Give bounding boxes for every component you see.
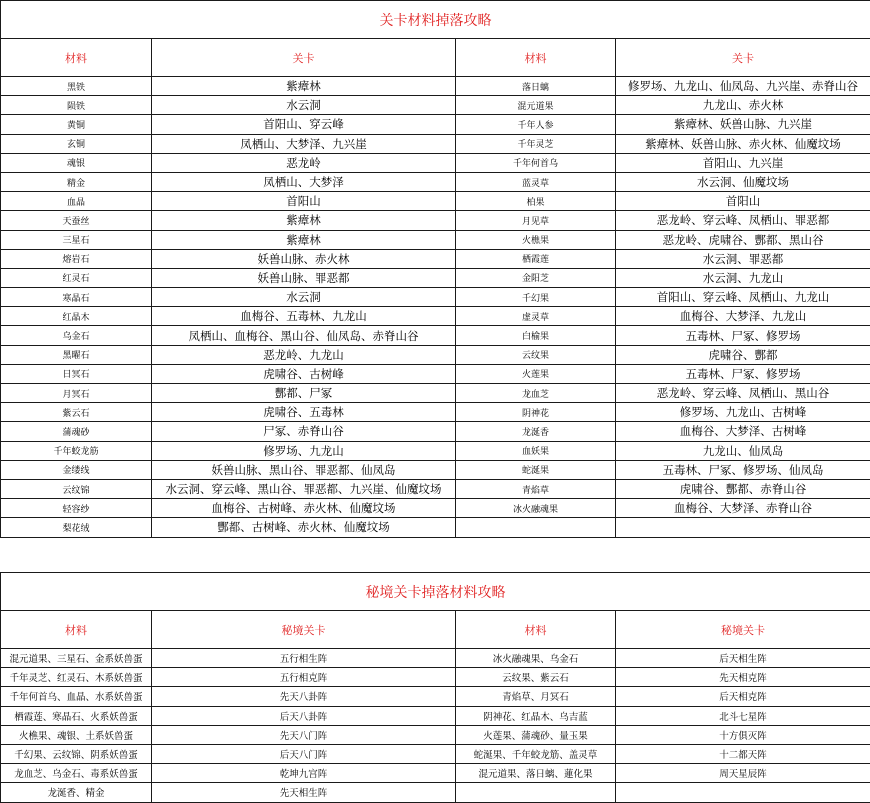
material-cell: 三星石 bbox=[1, 230, 152, 249]
material-cell: 轻容纱 bbox=[1, 499, 152, 518]
material-cell: 千年何首乌 bbox=[456, 153, 616, 172]
level-cell: 妖兽山脉、赤火林 bbox=[152, 249, 456, 268]
material-cell: 龙涎香、精金 bbox=[1, 783, 152, 802]
level-cell: 水云洞、仙魔坟场 bbox=[616, 172, 870, 191]
table-row bbox=[1, 460, 870, 479]
material-cell: 千年蛟龙筋 bbox=[1, 441, 152, 460]
level-cell: 五行相生阵 bbox=[152, 649, 456, 668]
material-cell: 紫云石 bbox=[1, 403, 152, 422]
material-cell: 冰火融魂果、乌金石 bbox=[456, 649, 616, 668]
level-cell: 恶龙岭、穿云峰、凤栖山、黑山谷 bbox=[616, 384, 870, 403]
level-cell: 虎啸谷、酆都 bbox=[616, 345, 870, 364]
level-cell: 十二都天阵 bbox=[616, 744, 870, 763]
material-cell: 火樵果、魂银、土系妖兽蛋 bbox=[1, 725, 152, 744]
secret-realm-section bbox=[0, 572, 870, 803]
level-cell: 水云洞、穿云峰、黑山谷、罪恶都、九兴崖、仙魔坟场 bbox=[152, 479, 456, 498]
level-cell: 五毒林、尸冢、修罗场 bbox=[616, 326, 870, 345]
level-cell: 首阳山 bbox=[152, 192, 456, 211]
level-cell: 血梅谷、古树峰、赤火林、仙魔坟场 bbox=[152, 499, 456, 518]
level-cell: 首阳山、九兴崖 bbox=[616, 153, 870, 172]
header-row bbox=[1, 39, 870, 77]
level-cell: 虎啸谷、古树峰 bbox=[152, 364, 456, 383]
level-cell: 凤栖山、血梅谷、黑山谷、仙凤岛、赤脊山谷 bbox=[152, 326, 456, 345]
level-cell: 妖兽山脉、黑山谷、罪恶都、仙凤岛 bbox=[152, 460, 456, 479]
material-cell: 天蚕丝 bbox=[1, 211, 152, 230]
material-cell: 落日螭 bbox=[456, 77, 616, 96]
table-row bbox=[1, 268, 870, 287]
material-cell: 蛇涎果、千年蛟龙筋、盖灵草 bbox=[456, 744, 616, 763]
table-row bbox=[1, 649, 870, 668]
level-cell: 水云洞、罪恶都 bbox=[616, 249, 870, 268]
table-row bbox=[1, 192, 870, 211]
level-cell: 修罗场、九龙山、仙凤岛、九兴崖、赤脊山谷 bbox=[616, 77, 870, 96]
material-cell: 云纹果 bbox=[456, 345, 616, 364]
table-row bbox=[1, 230, 870, 249]
level-cell: 后天八门阵 bbox=[152, 744, 456, 763]
material-cell: 火莲果 bbox=[456, 364, 616, 383]
level-cell: 尸冢、赤脊山谷 bbox=[152, 422, 456, 441]
material-cell: 千年灵芝、红灵石、木系妖兽蛋 bbox=[1, 668, 152, 687]
material-cell: 青焰草 bbox=[456, 479, 616, 498]
level-cell: 水云洞 bbox=[152, 288, 456, 307]
level-cell: 虎啸谷、五毒林 bbox=[152, 403, 456, 422]
table-row bbox=[1, 345, 870, 364]
material-cell: 月冥石 bbox=[1, 384, 152, 403]
level-cell: 虎啸谷、酆都、赤脊山谷 bbox=[616, 479, 870, 498]
level-cell: 血梅谷、大梦泽、赤脊山谷 bbox=[616, 499, 870, 518]
level-cell: 周天星辰阵 bbox=[616, 764, 870, 783]
level-cell: 先天八卦阵 bbox=[152, 687, 456, 706]
material-cell: 火莲果、蒲魂砂、量玉果 bbox=[456, 725, 616, 744]
level-cell: 恶龙岭、穿云峰、凤栖山、罪恶都 bbox=[616, 211, 870, 230]
table-row bbox=[1, 384, 870, 403]
level-cell: 紫瘴林、妖兽山脉、九兴崖 bbox=[616, 115, 870, 134]
material-cell: 龙涎香 bbox=[456, 422, 616, 441]
material-cell: 日冥石 bbox=[1, 364, 152, 383]
level-cell: 后天相克阵 bbox=[616, 687, 870, 706]
material-cell: 梨花绒 bbox=[1, 518, 152, 537]
level-cell: 恶龙岭、虎啸谷、酆都、黑山谷 bbox=[616, 230, 870, 249]
material-cell: 寒晶石 bbox=[1, 288, 152, 307]
material-cell: 栖霞莲、寒晶石、火系妖兽蛋 bbox=[1, 706, 152, 725]
level-cell bbox=[616, 783, 870, 802]
material-cell bbox=[456, 518, 616, 537]
table-row bbox=[1, 307, 870, 326]
table-row bbox=[1, 725, 870, 744]
material-cell: 火樵果 bbox=[456, 230, 616, 249]
level-cell: 妖兽山脉、罪恶都 bbox=[152, 268, 456, 287]
level-cell: 紫瘴林 bbox=[152, 230, 456, 249]
material-cell: 蒲魂砂 bbox=[1, 422, 152, 441]
material-cell: 云纹果、紫云石 bbox=[456, 668, 616, 687]
table-title: 秘境关卡掉落材料攻略 bbox=[1, 573, 870, 611]
material-cell: 黑铁 bbox=[1, 77, 152, 96]
header-row bbox=[1, 611, 870, 649]
level-cell: 恶龙岭、九龙山 bbox=[152, 345, 456, 364]
material-cell: 柏果 bbox=[456, 192, 616, 211]
table-row bbox=[1, 687, 870, 706]
table-row bbox=[1, 403, 870, 422]
level-cell: 先天相生阵 bbox=[152, 783, 456, 802]
level-cell: 九龙山、仙凤岛 bbox=[616, 441, 870, 460]
material-cell: 千年何首乌、血晶、水系妖兽蛋 bbox=[1, 687, 152, 706]
level-cell: 血梅谷、大梦泽、九龙山 bbox=[616, 307, 870, 326]
material-cell: 白榆果 bbox=[456, 326, 616, 345]
level-cell: 首阳山 bbox=[616, 192, 870, 211]
level-cell: 十方俱灭阵 bbox=[616, 725, 870, 744]
level-cell: 先天八门阵 bbox=[152, 725, 456, 744]
material-cell: 阴神花 bbox=[456, 403, 616, 422]
material-cell: 玄铜 bbox=[1, 134, 152, 153]
header-material: 材料 bbox=[456, 39, 616, 77]
level-cell: 后天相生阵 bbox=[616, 649, 870, 668]
level-cell: 后天八卦阵 bbox=[152, 706, 456, 725]
table-row bbox=[1, 422, 870, 441]
header-level: 关卡 bbox=[616, 39, 870, 77]
title-row bbox=[1, 1, 870, 39]
title-row bbox=[1, 573, 870, 611]
level-cell: 酆都、尸冢 bbox=[152, 384, 456, 403]
level-cell: 凤栖山、大梦泽 bbox=[152, 172, 456, 191]
material-cell: 冰火融魂果 bbox=[456, 499, 616, 518]
material-cell: 魂银 bbox=[1, 153, 152, 172]
level-cell: 首阳山、穿云峰、凤栖山、九龙山 bbox=[616, 288, 870, 307]
material-cell: 月见草 bbox=[456, 211, 616, 230]
material-cell: 乌金石 bbox=[1, 326, 152, 345]
table-row bbox=[1, 744, 870, 763]
level-cell: 首阳山、穿云峰 bbox=[152, 115, 456, 134]
table-row bbox=[1, 441, 870, 460]
table-row bbox=[1, 288, 870, 307]
material-cell bbox=[456, 783, 616, 802]
level-cell: 先天相克阵 bbox=[616, 668, 870, 687]
level-cell: 五行相克阵 bbox=[152, 668, 456, 687]
header-level: 关卡 bbox=[152, 39, 456, 77]
level-cell: 紫瘴林 bbox=[152, 211, 456, 230]
table-row bbox=[1, 499, 870, 518]
material-cell: 千年灵芝 bbox=[456, 134, 616, 153]
table-row bbox=[1, 249, 870, 268]
header-realm-level: 秘境关卡 bbox=[152, 611, 456, 649]
table-title: 关卡材料掉落攻略 bbox=[1, 1, 870, 39]
level-cell: 紫瘴林、妖兽山脉、赤火林、仙魔坟场 bbox=[616, 134, 870, 153]
material-cell: 千幻果、云纹锦、阴系妖兽蛋 bbox=[1, 744, 152, 763]
material-cell: 陨铁 bbox=[1, 96, 152, 115]
material-cell: 熔岩石 bbox=[1, 249, 152, 268]
material-cell: 金缕线 bbox=[1, 460, 152, 479]
material-cell: 千幻果 bbox=[456, 288, 616, 307]
header-material: 材料 bbox=[1, 39, 152, 77]
header-realm-level: 秘境关卡 bbox=[616, 611, 870, 649]
material-cell: 虚灵草 bbox=[456, 307, 616, 326]
material-cell: 蓝灵草 bbox=[456, 172, 616, 191]
level-cell: 水云洞、九龙山 bbox=[616, 268, 870, 287]
level-cell: 九龙山、赤火林 bbox=[616, 96, 870, 115]
table-row bbox=[1, 783, 870, 802]
level-cell: 凤栖山、大梦泽、九兴崖 bbox=[152, 134, 456, 153]
material-cell: 金阳芝 bbox=[456, 268, 616, 287]
table-row bbox=[1, 115, 870, 134]
table-row bbox=[1, 479, 870, 498]
level-cell: 酆都、古树峰、赤火林、仙魔坟场 bbox=[152, 518, 456, 537]
level-cell: 修罗场、九龙山 bbox=[152, 441, 456, 460]
material-cell: 蛇涎果 bbox=[456, 460, 616, 479]
level-cell: 五毒林、尸冢、修罗场、仙凤岛 bbox=[616, 460, 870, 479]
table-row bbox=[1, 764, 870, 783]
table-row bbox=[1, 134, 870, 153]
material-cell: 龙血芝 bbox=[456, 384, 616, 403]
table-row bbox=[1, 172, 870, 191]
material-cell: 混元道果 bbox=[456, 96, 616, 115]
material-cell: 黄铜 bbox=[1, 115, 152, 134]
table-row bbox=[1, 326, 870, 345]
header-material: 材料 bbox=[1, 611, 152, 649]
level-cell bbox=[616, 518, 870, 537]
material-cell: 栖霞莲 bbox=[456, 249, 616, 268]
level-cell: 血梅谷、五毒林、九龙山 bbox=[152, 307, 456, 326]
level-cell: 水云洞 bbox=[152, 96, 456, 115]
level-cell: 血梅谷、大梦泽、古树峰 bbox=[616, 422, 870, 441]
table-row bbox=[1, 364, 870, 383]
material-cell: 混元道果、落日螭、蓮化果 bbox=[456, 764, 616, 783]
level-cell: 乾坤九宫阵 bbox=[152, 764, 456, 783]
table-row bbox=[1, 77, 870, 96]
table-row bbox=[1, 518, 870, 537]
level-cell: 五毒林、尸冢、修罗场 bbox=[616, 364, 870, 383]
material-cell: 精金 bbox=[1, 172, 152, 191]
material-cell: 血妖果 bbox=[456, 441, 616, 460]
table-row bbox=[1, 706, 870, 725]
table-row bbox=[1, 153, 870, 172]
material-cell: 千年人参 bbox=[456, 115, 616, 134]
table-row bbox=[1, 96, 870, 115]
material-cell: 血晶 bbox=[1, 192, 152, 211]
material-cell: 云纹锦 bbox=[1, 479, 152, 498]
table-row bbox=[1, 668, 870, 687]
level-cell: 恶龙岭 bbox=[152, 153, 456, 172]
material-cell: 红晶木 bbox=[1, 307, 152, 326]
material-cell: 黑曜石 bbox=[1, 345, 152, 364]
material-cell: 青焰草、月冥石 bbox=[456, 687, 616, 706]
material-cell: 混元道果、三星石、金系妖兽蛋 bbox=[1, 649, 152, 668]
table-row bbox=[1, 211, 870, 230]
level-cell: 修罗场、九龙山、古树峰 bbox=[616, 403, 870, 422]
level-cell: 紫瘴林 bbox=[152, 77, 456, 96]
material-cell: 阴神花、红晶木、乌吉蓝 bbox=[456, 706, 616, 725]
header-material: 材料 bbox=[456, 611, 616, 649]
material-cell: 红灵石 bbox=[1, 268, 152, 287]
level-cell: 北斗七星阵 bbox=[616, 706, 870, 725]
secret-realm-table bbox=[0, 572, 870, 803]
material-cell: 龙血芝、乌金石、毒系妖兽蛋 bbox=[1, 764, 152, 783]
